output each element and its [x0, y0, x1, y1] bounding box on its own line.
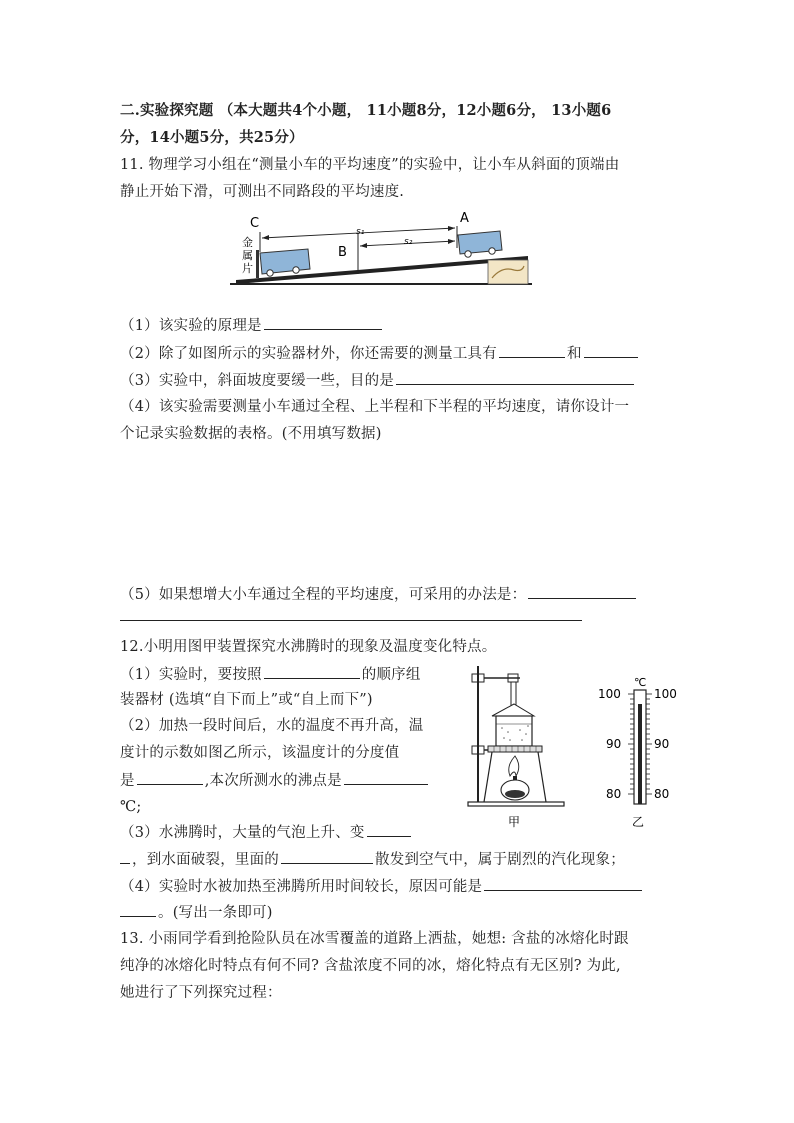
answer-blank-tool-1[interactable] [499, 343, 565, 358]
tripod-leg-left [484, 752, 492, 802]
answer-blank-division[interactable] [137, 770, 203, 785]
q12-part-2-line-4: ℃; [120, 799, 142, 815]
thermometer-column [638, 704, 642, 804]
answer-blank-increase-speed-2[interactable] [120, 606, 582, 621]
q12-stem: 12.小明用图甲装置探究水沸腾时的现象及温度变化特点。 [120, 639, 497, 655]
tripod-leg-right [538, 752, 546, 802]
label-c: C [250, 216, 260, 231]
answer-blank-slope-purpose[interactable] [396, 370, 634, 385]
tick-label-90-right: 90 [654, 737, 670, 751]
metal-plate [256, 250, 259, 278]
q12-part-4-line-1: （4）实验时水被加热至沸腾所用时间较长，原因可能是 [120, 876, 680, 897]
thermometer-figure [594, 672, 704, 832]
q11-stem-line-2: 静止开始下滑，可测出不同路段的平均速度. [120, 184, 405, 200]
answer-blank-principle[interactable] [264, 315, 382, 330]
section-title-line-2: 分，14小题5分，共25分） [120, 129, 304, 146]
thermometer-unit: ℃ [634, 676, 647, 689]
q11-part-5: （5）如果想增大小车通过全程的平均速度，可采用的办法是： [120, 584, 680, 605]
wheel-bottom-left [267, 270, 273, 276]
answer-blank-increase-speed-1[interactable] [528, 584, 636, 599]
cart-bottom [260, 249, 310, 274]
answer-blank-assembly-order[interactable] [264, 664, 360, 679]
q11-part-5-line-2 [120, 606, 680, 627]
label-yi: 乙 [632, 815, 645, 829]
tick-label-100-right: 100 [654, 687, 677, 701]
q12-part-2-line-1: （2）加热一段时间后，水的温度不再升高，温 [120, 718, 424, 734]
tick-label-80-left: 80 [606, 787, 622, 801]
q12-part-2-line-3: 是 ,本次所测水的沸点是 [120, 770, 450, 791]
incline-figure [230, 208, 535, 290]
lamp-fuel [505, 790, 525, 798]
label-metal-1: 金 [242, 236, 253, 249]
gauze [488, 746, 542, 752]
q12-part-3-line-2: ，到水面破裂，里面的 散发到空气中，属于剧烈的汽化现象； [120, 849, 680, 870]
answer-blank-slow-heating-1[interactable] [484, 876, 642, 891]
q11-part-4-line-1: （4）该实验需要测量小车通过全程、上半程和下半程的平均速度，请你设计一 [120, 399, 630, 415]
label-s2: s₂ [404, 237, 413, 247]
q11-part-4-line-2: 个记录实验数据的表格。(不用填写数据) [120, 426, 382, 442]
label-jia: 甲 [508, 815, 521, 829]
section-title-line-1: 二.实验探究题 （本大题共4个小题， 11小题8分，12小题6分， 13小题6 [120, 102, 612, 119]
tick-label-90-left: 90 [606, 737, 622, 751]
answer-blank-vapor[interactable] [281, 849, 373, 864]
flame [509, 756, 519, 776]
q11-part-3: （3）实验中，斜面坡度要缓一些，目的是 [120, 370, 680, 391]
q12-part-1-line-2: 装器材 (选填“自下而上”或“自上而下”) [120, 692, 373, 708]
q12-part-1-line-1: （1）实验时，要按照 的顺序组 [120, 664, 450, 685]
label-a: A [460, 211, 469, 226]
beaker-cover [492, 704, 534, 716]
q12-part-3-line-1: （3）水沸腾时，大量的气泡上升、变 [120, 822, 680, 843]
support-block [488, 260, 528, 284]
boiling-apparatus-figure [460, 660, 570, 832]
q11-part-1: （1）该实验的原理是 [120, 315, 680, 336]
answer-blank-slow-heating-2[interactable] [120, 902, 156, 917]
answer-blank-bubble-change-1[interactable] [367, 822, 411, 837]
label-s1: s₁ [356, 227, 365, 237]
answer-blank-bubble-change-2[interactable] [120, 849, 130, 864]
wheel-bottom-right [293, 267, 299, 273]
q12-part-4-line-2: 。(写出一条即可) [120, 902, 680, 923]
label-metal-2: 属 [242, 249, 253, 262]
q11-part-2: （2）除了如图所示的实验器材外，你还需要的测量工具有 和 [120, 343, 680, 364]
wheel-top-right [489, 248, 495, 254]
tick-label-100-left: 100 [598, 687, 621, 701]
wheel-top-left [465, 251, 471, 257]
stand-base [468, 802, 564, 806]
label-metal-3: 片 [242, 262, 253, 275]
answer-blank-tool-2[interactable] [584, 343, 638, 358]
q13-line-1: 13. 小雨同学看到抢险队员在冰雪覆盖的道路上洒盐，她想: 含盐的冰熔化时跟 [120, 931, 629, 947]
q11-stem-line-1: 11. 物理学习小组在“测量小车的平均速度”的实验中，让小车从斜面的顶端由 [120, 157, 620, 173]
answer-blank-boiling-point[interactable] [344, 770, 428, 785]
label-b: B [338, 245, 347, 260]
beaker [496, 716, 532, 746]
q12-part-2-line-2: 度计的示数如图乙所示，该温度计的分度值 [120, 745, 400, 761]
q13-line-3: 她进行了下列探究过程： [120, 985, 282, 1001]
q13-line-2: 纯净的冰熔化时特点有何不同? 含盐浓度不同的冰，熔化特点有无区别? 为此, [120, 958, 621, 974]
tick-label-80-right: 80 [654, 787, 670, 801]
